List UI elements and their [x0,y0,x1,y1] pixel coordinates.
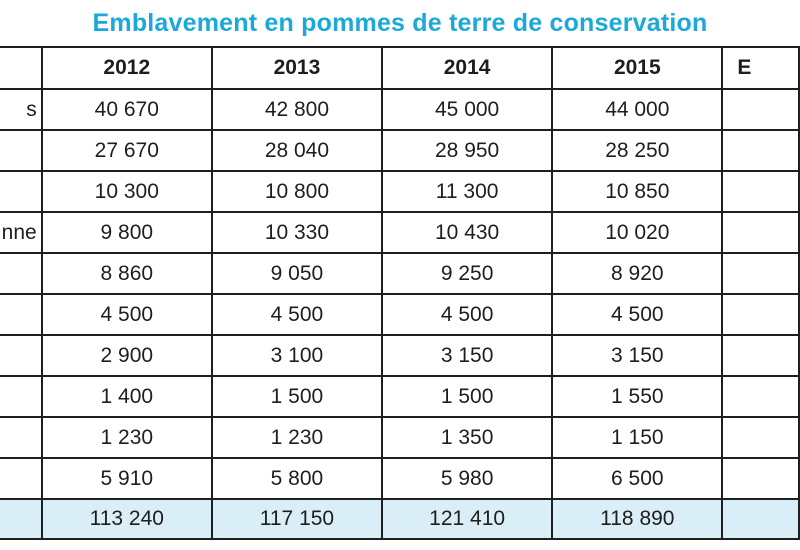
total-cell-2014: 121 410 [382,499,552,539]
total-cell-2013: 117 150 [212,499,382,539]
value-cell-2013: 9 050 [212,253,382,294]
value-cell-2013: 3 100 [212,335,382,376]
header-cell-2013: 2013 [212,47,382,89]
header-cell-2014: 2014 [382,47,552,89]
table-row [0,335,799,376]
value-cell-2012: 8 860 [42,253,212,294]
table-row [0,171,799,212]
table-body [0,89,799,539]
value-cell-2015: 3 150 [552,335,722,376]
value-cell-2013: 10 330 [212,212,382,253]
value-cell-extra [722,212,799,253]
data-table [0,46,800,540]
total-row-label [0,499,42,539]
value-cell-2012: 10 300 [42,171,212,212]
value-cell-extra [722,335,799,376]
total-cell-2015: 118 890 [552,499,722,539]
value-cell-2015: 1 150 [552,417,722,458]
table-row [0,130,799,171]
value-cell-2012: 4 500 [42,294,212,335]
row-label [0,458,42,499]
value-cell-2015: 28 250 [552,130,722,171]
value-cell-2013: 5 800 [212,458,382,499]
value-cell-2013: 10 800 [212,171,382,212]
header-cell-2015: 2015 [552,47,722,89]
value-cell-2014: 4 500 [382,294,552,335]
total-cell-extra [722,499,799,539]
header-cell-extra: E [722,47,799,89]
value-cell-2015: 1 550 [552,376,722,417]
value-cell-2012: 5 910 [42,458,212,499]
value-cell-2014: 11 300 [382,171,552,212]
value-cell-2012: 27 670 [42,130,212,171]
value-cell-2012: 2 900 [42,335,212,376]
table-row [0,376,799,417]
value-cell-2014: 45 000 [382,89,552,130]
header-cell-2012: 2012 [42,47,212,89]
table-row [0,89,799,130]
row-label [0,417,42,458]
total-cell-2012: 113 240 [42,499,212,539]
value-cell-extra [722,130,799,171]
table-row [0,253,799,294]
value-cell-2013: 1 500 [212,376,382,417]
total-row [0,499,799,539]
value-cell-2014: 1 500 [382,376,552,417]
value-cell-2015: 44 000 [552,89,722,130]
value-cell-2015: 10 020 [552,212,722,253]
value-cell-extra [722,253,799,294]
value-cell-extra [722,458,799,499]
value-cell-2015: 8 920 [552,253,722,294]
row-label [0,294,42,335]
value-cell-2015: 6 500 [552,458,722,499]
value-cell-2013: 4 500 [212,294,382,335]
value-cell-2015: 10 850 [552,171,722,212]
row-label [0,376,42,417]
value-cell-2013: 1 230 [212,417,382,458]
value-cell-2014: 28 950 [382,130,552,171]
table-title: Emblavement en pommes de terre de conservation [92,9,708,37]
value-cell-extra [722,294,799,335]
table-row [0,212,799,253]
value-cell-2012: 1 230 [42,417,212,458]
row-label: nne [0,212,42,253]
row-label [0,171,42,212]
table-container [0,46,800,540]
table-row [0,417,799,458]
table-row [0,294,799,335]
value-cell-extra [722,89,799,130]
value-cell-extra [722,171,799,212]
value-cell-2012: 1 400 [42,376,212,417]
value-cell-2014: 3 150 [382,335,552,376]
value-cell-2012: 9 800 [42,212,212,253]
value-cell-extra [722,376,799,417]
value-cell-2013: 42 800 [212,89,382,130]
value-cell-2014: 9 250 [382,253,552,294]
table-row [0,458,799,499]
header-row [0,47,799,89]
header-cell-label [0,47,42,89]
row-label: s [0,89,42,130]
value-cell-2012: 40 670 [42,89,212,130]
row-label [0,130,42,171]
value-cell-2013: 28 040 [212,130,382,171]
row-label [0,335,42,376]
value-cell-extra [722,417,799,458]
value-cell-2014: 1 350 [382,417,552,458]
value-cell-2014: 5 980 [382,458,552,499]
row-label [0,253,42,294]
value-cell-2014: 10 430 [382,212,552,253]
value-cell-2015: 4 500 [552,294,722,335]
